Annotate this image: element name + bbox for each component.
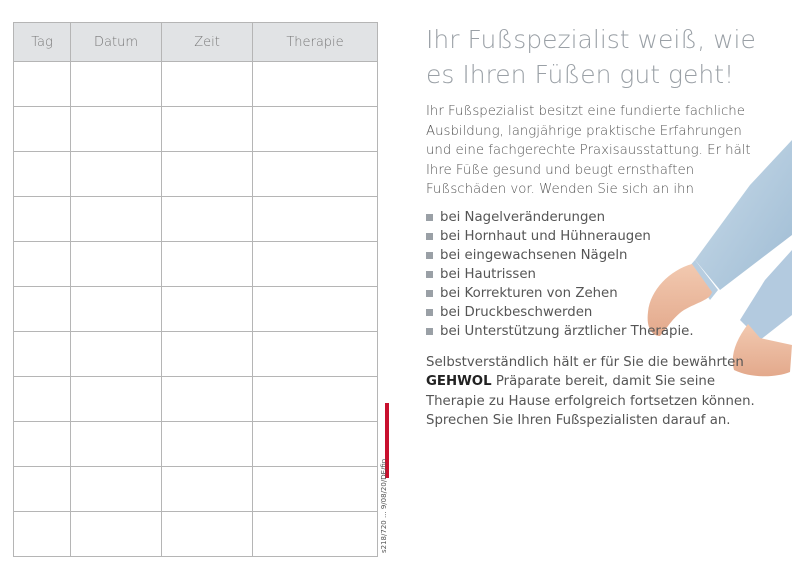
- table-cell[interactable]: [14, 197, 71, 242]
- table-row: [14, 242, 378, 287]
- table-cell[interactable]: [71, 467, 162, 512]
- table-cell[interactable]: [14, 242, 71, 287]
- list-item-label: bei Hautrissen: [440, 266, 536, 282]
- table-row: [14, 287, 378, 332]
- header-zeit: Zeit: [162, 23, 253, 62]
- table-cell[interactable]: [14, 62, 71, 107]
- imprint-code: s218/720 ... 9/08/20/DE/fin: [380, 458, 388, 553]
- table-row: [14, 422, 378, 467]
- square-bullet-icon: [426, 271, 433, 278]
- table-cell[interactable]: [162, 62, 253, 107]
- square-bullet-icon: [426, 309, 433, 316]
- list-item-label: bei Hornhaut und Hühneraugen: [440, 228, 651, 244]
- table-cell[interactable]: [71, 287, 162, 332]
- table-cell[interactable]: [14, 512, 71, 557]
- square-bullet-icon: [426, 214, 433, 221]
- table-cell[interactable]: [253, 332, 378, 377]
- table-cell[interactable]: [253, 197, 378, 242]
- list-item-label: bei Korrekturen von Zehen: [440, 285, 618, 301]
- list-item-label: bei Nagelveränderungen: [440, 209, 606, 225]
- table-row: [14, 512, 378, 557]
- appointment-table-container: [13, 22, 378, 550]
- table-cell[interactable]: [162, 377, 253, 422]
- table-cell[interactable]: [14, 107, 71, 152]
- square-bullet-icon: [426, 252, 433, 259]
- table-cell[interactable]: [14, 377, 71, 422]
- table-cell[interactable]: [71, 62, 162, 107]
- table-body: [14, 62, 378, 557]
- table-cell[interactable]: [71, 242, 162, 287]
- appointment-table: [13, 22, 378, 557]
- table-cell[interactable]: [253, 62, 378, 107]
- table-cell[interactable]: [253, 467, 378, 512]
- table-cell[interactable]: [14, 467, 71, 512]
- list-item: [426, 322, 776, 341]
- table-cell[interactable]: [71, 332, 162, 377]
- table-cell[interactable]: [162, 467, 253, 512]
- table-row: [14, 467, 378, 512]
- table-cell[interactable]: [253, 242, 378, 287]
- table-cell[interactable]: [253, 152, 378, 197]
- headline: [426, 22, 776, 92]
- list-item: [426, 246, 776, 265]
- headline-line-1: Ihr Fußspezialist weiß, wie: [426, 25, 756, 54]
- table-row: [14, 377, 378, 422]
- table-cell[interactable]: [71, 512, 162, 557]
- square-bullet-icon: [426, 328, 433, 335]
- table-row: [14, 197, 378, 242]
- table-cell[interactable]: [162, 287, 253, 332]
- closing-paragraph: [426, 353, 771, 431]
- list-item: [426, 227, 776, 246]
- headline-line-2: es Ihren Füßen gut geht!: [426, 60, 735, 89]
- table-cell[interactable]: [162, 242, 253, 287]
- table-row: [14, 62, 378, 107]
- table-cell[interactable]: [71, 107, 162, 152]
- brand-name: GEHWOL: [426, 374, 492, 389]
- table-cell[interactable]: [162, 422, 253, 467]
- square-bullet-icon: [426, 290, 433, 297]
- list-item-label: bei Unterstützung ärztlicher Therapie.: [440, 323, 694, 339]
- header-datum: Datum: [71, 23, 162, 62]
- list-item: [426, 303, 776, 322]
- table-cell[interactable]: [14, 422, 71, 467]
- table-cell[interactable]: [14, 287, 71, 332]
- list-item: [426, 265, 776, 284]
- table-cell[interactable]: [253, 422, 378, 467]
- table-cell[interactable]: [253, 512, 378, 557]
- info-column: [426, 22, 776, 431]
- table-row: [14, 107, 378, 152]
- square-bullet-icon: [426, 233, 433, 240]
- list-item: [426, 208, 776, 227]
- table-cell[interactable]: [14, 152, 71, 197]
- list-item: [426, 284, 776, 303]
- table-cell[interactable]: [162, 107, 253, 152]
- table-row: [14, 152, 378, 197]
- list-item-label: bei eingewachsenen Nägeln: [440, 247, 628, 263]
- table-cell[interactable]: [71, 422, 162, 467]
- reasons-list: [426, 208, 776, 341]
- table-cell[interactable]: [71, 377, 162, 422]
- table-cell[interactable]: [162, 152, 253, 197]
- closing-text-after: Präparate bereit, damit Sie seine Therapie zu Hause erfolgreich fortsetzen können. Sprechen Sie Ihren Fußspezialisten darauf an.: [426, 374, 755, 428]
- table-header-row: [14, 23, 378, 62]
- table-cell[interactable]: [162, 332, 253, 377]
- table-cell[interactable]: [162, 512, 253, 557]
- table-cell[interactable]: [71, 197, 162, 242]
- table-cell[interactable]: [162, 197, 253, 242]
- table-cell[interactable]: [14, 332, 71, 377]
- closing-text-before: Selbstverständlich hält er für Sie die bewährten: [426, 354, 744, 370]
- table-row: [14, 332, 378, 377]
- intro-paragraph: Ihr Fußspezialist besitzt eine fundierte fachliche Ausbildung, langjährige praktische Erfahrungen und eine fachgerechte Praxisausstattung. Er hält Ihre Füße gesund und beugt ernsthaften Fußschäden vor. Wenden Sie sich an ihn: [426, 104, 751, 197]
- table-cell[interactable]: [253, 107, 378, 152]
- table-cell[interactable]: [253, 287, 378, 332]
- header-therapie: Therapie: [253, 23, 378, 62]
- table-cell[interactable]: [71, 152, 162, 197]
- header-tag: Tag: [14, 23, 71, 62]
- table-cell[interactable]: [253, 377, 378, 422]
- print-imprint: [382, 403, 394, 553]
- list-item-label: bei Druckbeschwerden: [440, 304, 593, 320]
